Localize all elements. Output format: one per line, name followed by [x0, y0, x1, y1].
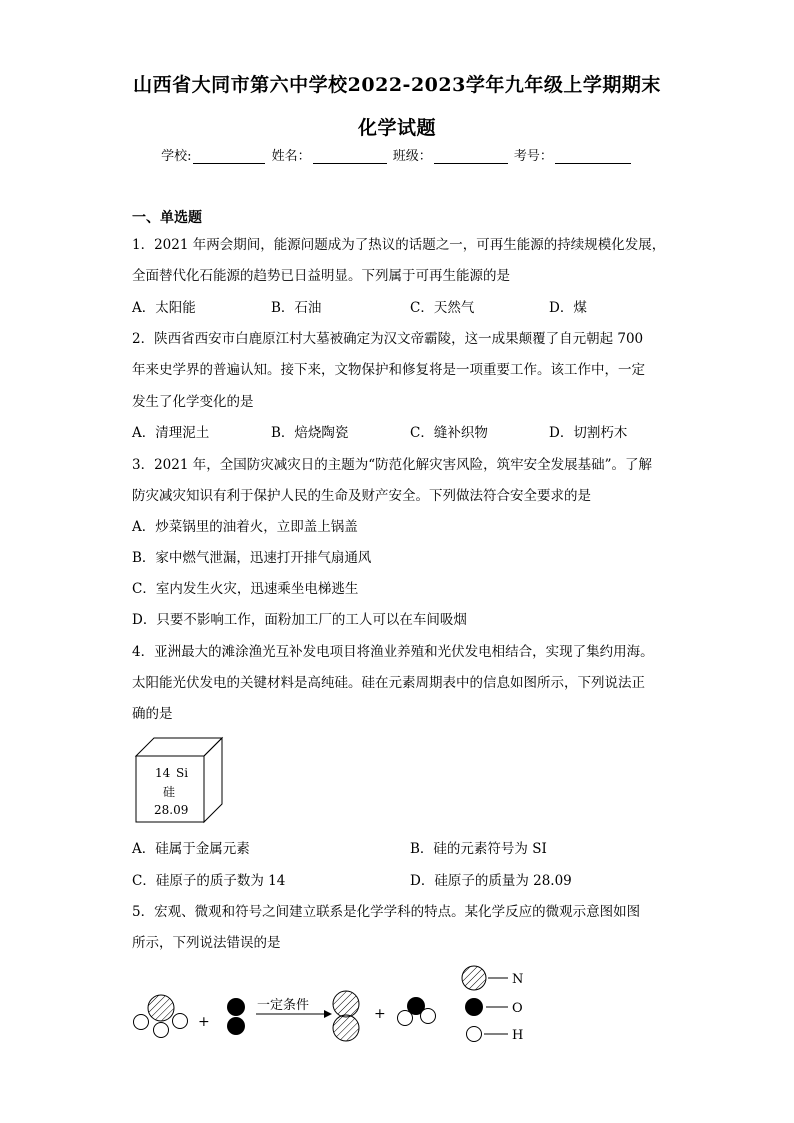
ammonia-molecule — [134, 995, 188, 1038]
legend-oxygen-icon — [465, 998, 483, 1016]
oxygen-molecule — [227, 998, 245, 1035]
legend-hydrogen-icon — [467, 1027, 482, 1042]
hydrogen-atom — [398, 1011, 413, 1026]
school-label: 学校: — [161, 149, 192, 164]
element-number: 14 — [155, 766, 171, 780]
q1-option-c[interactable]: C．天然气 — [410, 300, 475, 316]
q3-line2: 防灾减灾知识有利于保护人民的生命及财产安全。下列做法符合安全要求的是 — [132, 488, 591, 504]
hydrogen-atom — [134, 1015, 149, 1030]
nitrogen-atom — [333, 1015, 359, 1041]
student-info-row — [0, 145, 794, 164]
q3-option-d[interactable]: D．只要不影响工作，面粉加工厂的工人可以在车间吸烟 — [132, 612, 467, 628]
q2-line2: 年来史学界的普遍认知。接下来，文物保护和修复将是一项重要工作。该工作中，一定 — [132, 362, 645, 378]
silicon-element-cell-figure — [128, 734, 228, 826]
q2-option-c[interactable]: C．缝补织物 — [410, 425, 488, 441]
q4-line2: 太阳能光伏发电的关键材料是高纯硅。硅在元素周期表中的信息如图所示，下列说法正 — [132, 675, 645, 691]
plus-sign: + — [198, 1014, 210, 1030]
nitrogen-atom — [333, 991, 359, 1017]
hydrogen-atom — [421, 1009, 436, 1024]
hydrogen-atom — [173, 1014, 188, 1029]
exam-no-label: 考号： — [513, 149, 553, 164]
section-title: 一、单选题 — [132, 210, 202, 226]
name-label: 姓名： — [271, 149, 311, 164]
nitrogen-molecule — [333, 991, 359, 1041]
legend-o-label: O — [512, 1001, 523, 1016]
water-molecule — [398, 997, 436, 1026]
element-cell-side — [204, 738, 222, 822]
q5-line1: 5．宏观、微观和符号之间建立联系是化学学科的特点。某化学反应的微观示意图如图 — [132, 904, 641, 920]
q1-line1: 1．2021 年两会期间，能源问题成为了热议的话题之一，可再生能源的持续规模化发展， — [132, 237, 666, 253]
legend-n-label: N — [512, 972, 524, 987]
q2-line1: 2．陕西省西安市白鹿原江村大墓被确定为汉文帝霸陵，这一成果颠覆了自元朝起 700 — [132, 331, 644, 347]
class-label: 班级： — [392, 149, 432, 164]
element-name: 硅 — [163, 785, 176, 799]
q2-option-d[interactable]: D．切割朽木 — [549, 425, 628, 441]
element-mass: 28.09 — [154, 803, 189, 817]
oxygen-atom — [227, 998, 245, 1016]
q4-line1: 4．亚洲最大的滩涂渔光互补发电项目将渔业养殖和光伏发电相结合，实现了集约用海。 — [132, 644, 654, 660]
reaction-diagram — [128, 962, 548, 1050]
arrow-head-icon — [324, 1010, 332, 1018]
q2-option-a[interactable]: A．清理泥土 — [132, 425, 210, 441]
school-blank[interactable] — [193, 149, 265, 164]
legend-h-label: H — [512, 1028, 524, 1043]
class-blank[interactable] — [434, 149, 508, 164]
q3-option-b[interactable]: B．家中燃气泄漏，迅速打开排气扇通风 — [132, 550, 372, 566]
q4-option-a[interactable]: A．硅属于金属元素 — [132, 841, 250, 857]
q1-option-a[interactable]: A．太阳能 — [132, 300, 196, 316]
exam-title-line2: 化学试题 — [357, 117, 436, 139]
q4-line3: 确的是 — [132, 706, 173, 722]
q1-line2: 全面替代化石能源的趋势已日益明显。下列属于可再生能源的是 — [132, 268, 510, 284]
element-symbol: Si — [176, 766, 189, 780]
reaction-condition: 一定条件 — [257, 998, 310, 1013]
legend-nitrogen-icon — [462, 966, 486, 990]
nitrogen-atom — [148, 995, 174, 1021]
q4-option-d[interactable]: D．硅原子的质量为 28.09 — [410, 873, 572, 889]
exam-title-line1: 山西省大同市第六中学校2022-2023学年九年级上学期期末 — [133, 74, 661, 96]
name-blank[interactable] — [313, 149, 387, 164]
q3-option-c[interactable]: C．室内发生火灾，迅速乘坐电梯逃生 — [132, 581, 359, 597]
atom-legend — [462, 966, 523, 1043]
q4-option-b[interactable]: B．硅的元素符号为 SI — [410, 841, 547, 857]
q3-line1: 3．2021 年，全国防灾减灾日的主题为“防范化解灾害风险，筑牢安全发展基础”。了解 — [132, 457, 653, 473]
q2-option-b[interactable]: B．焙烧陶瓷 — [271, 425, 349, 441]
hydrogen-atom — [154, 1023, 169, 1038]
q1-option-b[interactable]: B．石油 — [271, 300, 322, 316]
q2-line3: 发生了化学变化的是 — [132, 394, 254, 410]
q3-option-a[interactable]: A．炒菜锅里的油着火，立即盖上锅盖 — [132, 519, 358, 535]
element-cell-top — [136, 738, 222, 756]
plus-sign-2: + — [374, 1006, 386, 1022]
q1-option-d[interactable]: D．煤 — [549, 300, 587, 316]
oxygen-atom — [227, 1017, 245, 1035]
q4-option-c[interactable]: C．硅原子的质子数为 14 — [132, 873, 286, 889]
q5-line2: 所示，下列说法错误的是 — [132, 935, 281, 951]
exam-no-blank[interactable] — [555, 149, 631, 164]
